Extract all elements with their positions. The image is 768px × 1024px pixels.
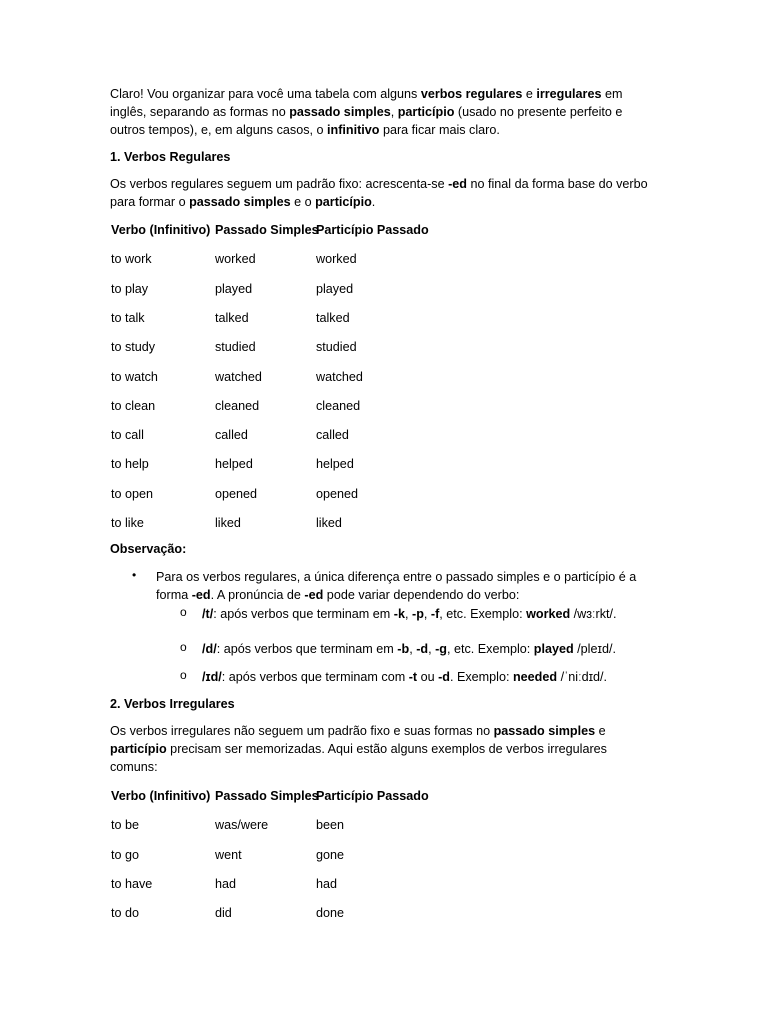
table-cell: to go bbox=[111, 847, 140, 862]
sub-bullet-marker: o bbox=[180, 668, 187, 682]
table-cell: played bbox=[215, 281, 253, 296]
text: Os verbos regulares seguem um padrão fixo: acrescenta-se bbox=[110, 177, 449, 191]
table-cell: opened bbox=[215, 486, 258, 501]
pronunciation-text bbox=[202, 640, 662, 658]
bullet-marker: • bbox=[132, 568, 137, 582]
text: pode variar dependendo do verbo: bbox=[323, 588, 520, 603]
table-cell: worked bbox=[215, 252, 256, 267]
section2-heading: 2. Verbos Irregulares bbox=[110, 697, 235, 711]
table-cell: to clean bbox=[111, 398, 156, 413]
bold-text: infinitivo bbox=[327, 123, 380, 138]
observation-bullet-text bbox=[156, 568, 656, 604]
text: ou bbox=[417, 670, 439, 684]
table-cell: was/were bbox=[215, 818, 269, 833]
sub-bullet-marker: o bbox=[180, 605, 187, 619]
bold-text: passado simples bbox=[289, 105, 391, 120]
table-cell: to do bbox=[111, 906, 140, 921]
table-cell: to watch bbox=[111, 369, 158, 384]
table-cell: cleaned bbox=[316, 398, 361, 413]
bold-text: irregulares bbox=[536, 87, 602, 101]
text: : após verbos que terminam com bbox=[221, 670, 409, 684]
table-cell: did bbox=[215, 906, 232, 921]
table-cell: talked bbox=[316, 310, 350, 325]
section1-paragraph bbox=[110, 175, 650, 211]
table-cell: to be bbox=[111, 818, 140, 833]
table-cell: to study bbox=[111, 340, 156, 355]
table-cell: went bbox=[215, 847, 242, 862]
table-cell: to open bbox=[111, 486, 154, 501]
text: Claro! Vou organizar para você uma tabela com alguns bbox=[110, 87, 421, 101]
text: , bbox=[409, 642, 417, 656]
table-cell: been bbox=[316, 818, 345, 833]
table-cell: studied bbox=[215, 340, 256, 355]
table-cell: had bbox=[215, 876, 237, 891]
table-header-cell: Verbo (Infinitivo) bbox=[111, 789, 211, 803]
text: Os verbos irregulares não seguem um padrão fixo e suas formas no bbox=[110, 724, 494, 738]
sub-bullet-marker: o bbox=[180, 640, 187, 654]
table-cell: called bbox=[316, 428, 349, 443]
table-cell: to call bbox=[111, 428, 144, 443]
pronunciation-text bbox=[202, 668, 662, 686]
table-header-cell: Passado Simples bbox=[215, 789, 319, 803]
text: . A pronúncia de bbox=[210, 588, 305, 603]
observation-label: Observação: bbox=[110, 542, 187, 556]
table-cell: helped bbox=[215, 457, 253, 472]
pronunciation-text bbox=[202, 605, 662, 623]
bold-text: needed bbox=[512, 670, 558, 684]
table-cell: liked bbox=[316, 516, 342, 530]
section2-paragraph bbox=[110, 722, 650, 777]
text: /pleɪd/. bbox=[573, 642, 616, 656]
bold-text: -t bbox=[408, 670, 418, 684]
bold-text: -ed bbox=[448, 177, 467, 191]
text: . bbox=[371, 195, 376, 210]
bold-text: -ed bbox=[304, 588, 324, 603]
intro-paragraph bbox=[110, 85, 650, 140]
text: no final da forma base do verbo para formar o bbox=[110, 177, 648, 210]
table-cell: watched bbox=[215, 369, 262, 384]
text: : após verbos que terminam em bbox=[216, 642, 398, 656]
bold-text: -ed bbox=[191, 588, 211, 603]
table-cell: to help bbox=[111, 457, 149, 472]
table-cell: done bbox=[316, 906, 345, 921]
text: para ficar mais claro. bbox=[379, 123, 500, 138]
table-cell: called bbox=[215, 428, 248, 443]
text: /ˈniːdɪd/. bbox=[557, 670, 608, 684]
bold-text: passado simples bbox=[189, 195, 291, 210]
table-cell: to have bbox=[111, 876, 153, 891]
bold-text: -d bbox=[416, 642, 429, 656]
bold-text: -g bbox=[435, 642, 447, 656]
section1-heading: 1. Verbos Regulares bbox=[110, 150, 231, 164]
table-cell: worked bbox=[316, 252, 357, 267]
bold-text: -b bbox=[397, 642, 410, 656]
bold-text: -p bbox=[412, 607, 424, 621]
bold-text: particípio bbox=[315, 195, 372, 210]
table-cell: opened bbox=[316, 486, 359, 501]
table-header-cell: Passado Simples bbox=[215, 223, 319, 237]
text: , etc. Exemplo: bbox=[446, 642, 534, 656]
text: e bbox=[595, 724, 606, 738]
table-cell: to like bbox=[111, 516, 144, 530]
table-cell: helped bbox=[316, 457, 354, 472]
table-header-cell: Particípio Passado bbox=[316, 223, 429, 237]
table-cell: liked bbox=[215, 516, 241, 530]
text: , bbox=[405, 607, 412, 621]
text: e bbox=[522, 87, 537, 101]
table-header-cell: Particípio Passado bbox=[316, 789, 429, 803]
text: , bbox=[428, 642, 436, 656]
text: /wɜːrkt/. bbox=[570, 607, 617, 621]
table-cell: played bbox=[316, 281, 354, 296]
bold-text: /t/ bbox=[202, 607, 214, 621]
text: , etc. Exemplo: bbox=[439, 607, 527, 621]
text: precisam ser memorizadas. Aqui estão alguns exemplos de verbos irregulares comuns: bbox=[110, 742, 607, 775]
bold-text: particípio bbox=[110, 742, 167, 757]
text: em inglês, separando as formas no bbox=[110, 87, 623, 120]
table-cell: talked bbox=[215, 310, 249, 325]
table-cell: gone bbox=[316, 847, 345, 862]
table-cell: to talk bbox=[111, 310, 145, 325]
text: , bbox=[390, 105, 398, 120]
bold-text: /ɪd/ bbox=[202, 670, 222, 684]
table-cell: to work bbox=[111, 252, 152, 267]
table-cell: watched bbox=[316, 369, 363, 384]
table-cell: cleaned bbox=[215, 398, 260, 413]
bold-text: -d bbox=[438, 670, 450, 684]
text: . Exemplo: bbox=[449, 670, 513, 684]
text: (usado no presente perfeito e outros tempos), e, em alguns casos, o bbox=[110, 105, 623, 138]
table-cell: had bbox=[316, 876, 338, 891]
table-cell: studied bbox=[316, 340, 357, 355]
bold-text: worked bbox=[526, 607, 571, 621]
bold-text: passado simples bbox=[493, 724, 596, 738]
bold-text: verbos regulares bbox=[420, 87, 523, 101]
table-cell: to play bbox=[111, 281, 149, 296]
bold-text: particípio bbox=[397, 105, 455, 120]
bold-text: played bbox=[533, 642, 574, 656]
bold-text: -f bbox=[430, 607, 440, 621]
bold-text: -k bbox=[393, 607, 405, 621]
text: e o bbox=[290, 195, 316, 210]
text: Para os verbos regulares, a única diferença entre o passado simples e o particípio é a forma bbox=[156, 570, 637, 603]
text: : após verbos que terminam em bbox=[213, 607, 394, 621]
table-header-cell: Verbo (Infinitivo) bbox=[111, 223, 211, 237]
bold-text: /d/ bbox=[202, 642, 217, 656]
text: , bbox=[423, 607, 431, 621]
